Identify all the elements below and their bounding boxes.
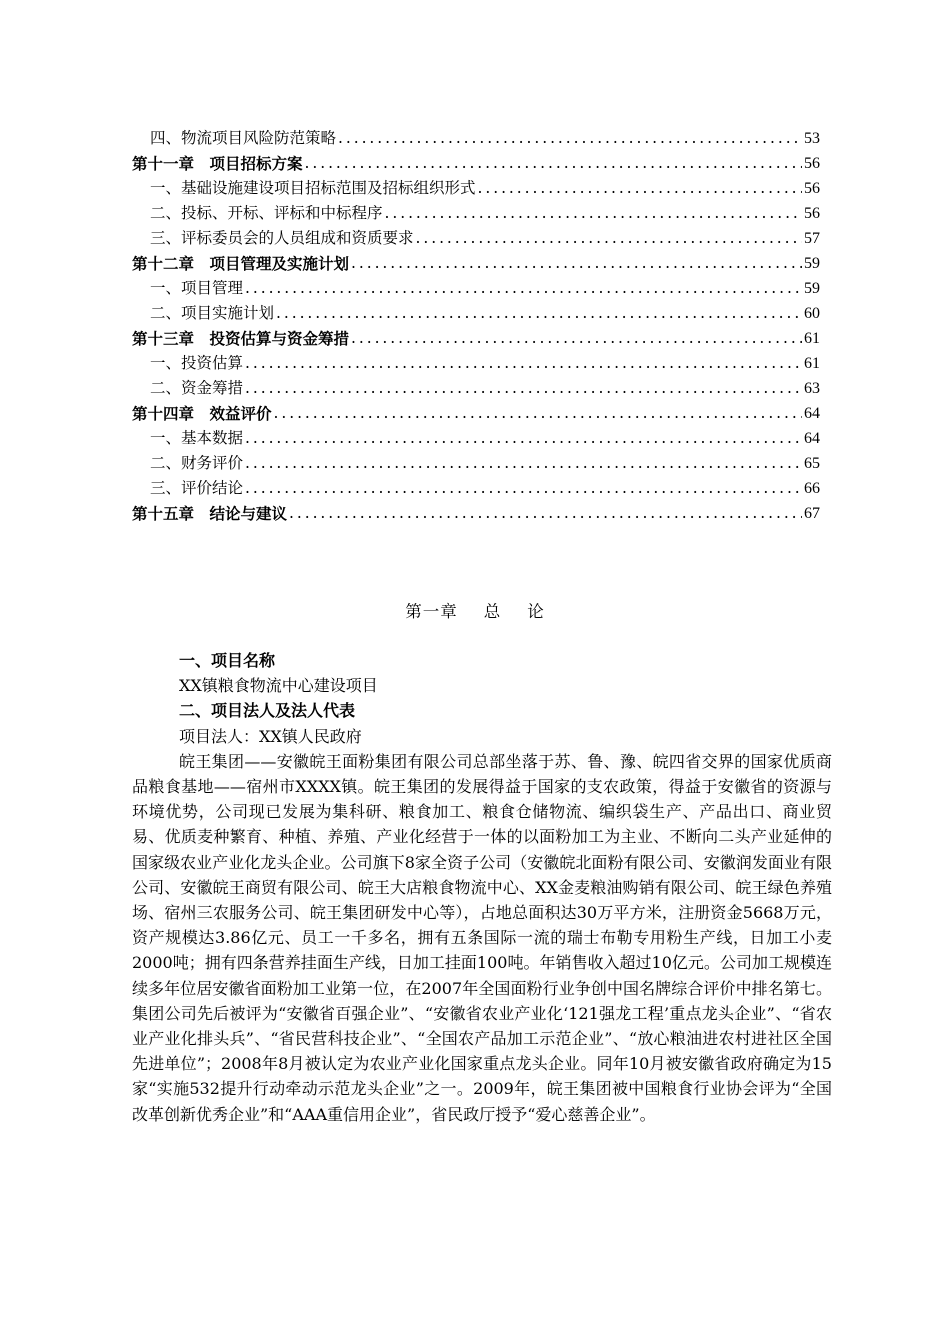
toc-leader-dots (245, 376, 802, 401)
toc-entry-label: 第十一章 项目招标方案 (132, 154, 303, 173)
toc-entry-label: 一、基本数据 (150, 429, 244, 447)
toc-leader-dots (276, 301, 802, 326)
toc-entry[interactable] (132, 151, 820, 176)
toc-leader-dots (338, 126, 802, 151)
toc-entry-label: 第十四章 效益评价 (132, 404, 272, 423)
toc-entry[interactable] (132, 476, 820, 501)
toc-entry-label: 第十三章 投资估算与资金筹措 (132, 329, 350, 348)
toc-leader-dots (245, 351, 802, 376)
chapter-title (0, 598, 950, 622)
toc-entry[interactable] (132, 351, 820, 376)
toc-entry-label: 二、投标、开标、评标和中标程序 (150, 204, 383, 222)
toc-entry[interactable] (132, 126, 820, 151)
toc-entry-page: 64 (804, 430, 820, 447)
toc-entry-label: 四、物流项目风险防范策略 (150, 129, 337, 147)
toc-entry-label: 一、项目管理 (150, 279, 244, 297)
document-body (132, 648, 832, 1127)
toc-leader-dots (416, 226, 802, 251)
toc-entry-page: 66 (804, 480, 820, 497)
toc-entry-page: 56 (804, 155, 820, 172)
toc-entry-page: 59 (804, 280, 820, 297)
toc-entry-label: 二、项目实施计划 (150, 304, 275, 322)
toc-entry-label: 一、投资估算 (150, 354, 244, 372)
toc-entry[interactable] (132, 401, 820, 426)
toc-entry-label: 二、资金筹措 (150, 379, 244, 397)
toc-leader-dots (245, 276, 802, 301)
toc-leader-dots (245, 476, 802, 501)
chapter-word-2: 论 (527, 602, 545, 621)
toc-entry-label: 三、评标委员会的人员组成和资质要求 (150, 229, 414, 247)
toc-entry[interactable] (132, 276, 820, 301)
toc-entry[interactable] (132, 301, 820, 326)
toc-entry-page: 56 (804, 205, 820, 222)
toc-entry[interactable] (132, 326, 820, 351)
toc-leader-dots (305, 151, 802, 176)
toc-leader-dots (274, 401, 802, 426)
toc-entry-label: 二、财务评价 (150, 454, 244, 472)
toc-entry-page: 61 (804, 355, 820, 372)
toc-leader-dots (351, 326, 802, 351)
toc-entry-page: 61 (804, 330, 820, 347)
toc-entry-page: 53 (804, 130, 820, 147)
toc-entry-page: 67 (804, 505, 820, 522)
toc-entry[interactable] (132, 251, 820, 276)
section-heading-project-name: 一、项目名称 (179, 651, 276, 670)
toc-entry-page: 64 (804, 405, 820, 422)
toc-leader-dots (245, 451, 802, 476)
legal-entity-text: 项目法人：XX镇人民政府 (179, 726, 362, 746)
toc-entry[interactable] (132, 501, 820, 526)
toc-entry[interactable] (132, 376, 820, 401)
toc-entry-page: 59 (804, 255, 820, 272)
toc-entry[interactable] (132, 451, 820, 476)
toc-entry-label: 一、基础设施建设项目招标范围及招标组织形式 (150, 179, 476, 197)
toc-entry-page: 56 (804, 180, 820, 197)
company-description-paragraph: 皖王集团——安徽皖王面粉集团有限公司总部坐落于苏、鲁、豫、皖四省交界的国家优质商品粮食基地——宿州市XXXX镇。皖王集团的发展得益于国家的支农政策，得益于安徽省的资源与环境优势，公司现已发展为集科研、粮食加工、粮食仓储物流、编织袋生产、产品出口、商业贸易、优质麦种繁育、种植、养殖、产业化经营于一体的以面粉加工为主业、不断向二头产业延伸的国家级农业产业化龙头企业。公司旗下8家全资子公司（安徽皖北面粉有限公司、安徽润发面业有限公司、安徽皖王商贸有限公司、皖王大店粮食物流中心、XX金麦粮油购销有限公司、皖王绿色养殖场、宿州三农服务公司、皖王集团研发中心等），占地总面积达30万平方米，注册资金5668万元，资产规模达3.86亿元、员工一千多名，拥有五条国际一流的瑞士布勒专用粉生产线，日加工小麦2000吨；拥有四条营养挂面生产线，日加工挂面100吨。年销售收入超过10亿元。公司加工规模连续多年位居安徽省面粉加工业第一位，在2007年全国面粉行业争创中国名牌综合评价中排名第七。集团公司先后被评为“安徽省百强企业”、“安徽省农业产业化‘121强龙工程’重点龙头企业”、“省农业产业化排头兵”、“省民营科技企业”、“全国农产品加工示范企业”、“放心粮油进农村进社区全国先进单位”；2008年8月被认定为农业产业化国家重点龙头企业。同年10月被安徽省政府确定为15家“实施532提升行动牵动示范龙头企业”之一。2009年，皖王集团被中国粮食行业协会评为“全国改革创新优秀企业”和“AAA重信用企业”，省民政厅授予“爱心慈善企业”。 (132, 751, 832, 1124)
toc-entry[interactable] (132, 201, 820, 226)
toc-leader-dots (245, 426, 802, 451)
toc-entry-page: 65 (804, 455, 820, 472)
toc-entry-label: 第十二章 项目管理及实施计划 (132, 254, 350, 273)
toc-leader-dots (478, 176, 802, 201)
toc-leader-dots (289, 501, 802, 526)
toc-entry-page: 57 (804, 230, 820, 247)
toc-leader-dots (351, 251, 802, 276)
toc-entry-label: 第十五章 结论与建议 (132, 504, 288, 523)
chapter-word-1: 总 (483, 602, 502, 621)
toc-entry-label: 三、评价结论 (150, 479, 244, 497)
toc-entry[interactable] (132, 226, 820, 251)
toc-entry[interactable] (132, 176, 820, 201)
section-heading-legal-entity: 二、项目法人及法人代表 (179, 701, 356, 721)
chapter-number: 第一章 (405, 602, 458, 621)
toc-entry-page: 63 (804, 380, 820, 397)
project-name-text: XX镇粮食物流中心建设项目 (179, 676, 378, 696)
table-of-contents (132, 126, 820, 526)
toc-entry[interactable] (132, 426, 820, 451)
toc-leader-dots (385, 201, 802, 226)
toc-entry-page: 60 (804, 305, 820, 322)
